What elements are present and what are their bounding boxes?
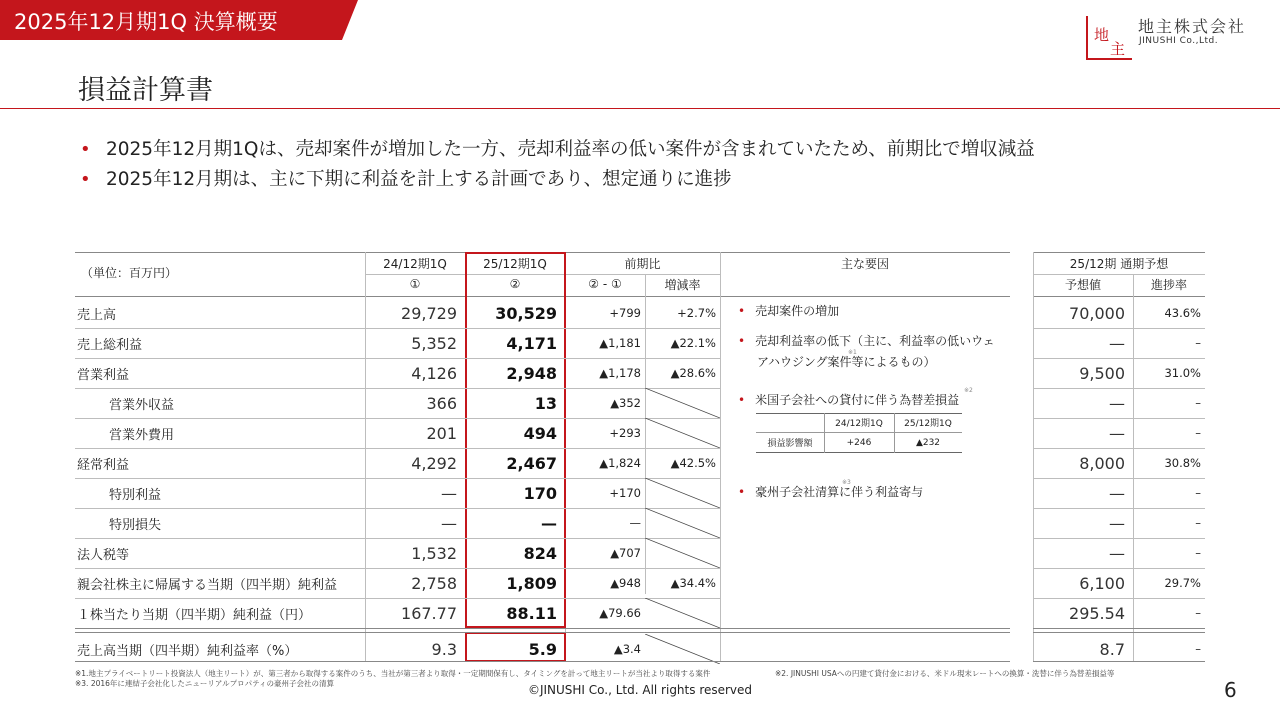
- row-label: 特別損失: [109, 517, 162, 533]
- header-prev-no: ①: [409, 277, 421, 291]
- logo-sub: JINUSHI Co.,Ltd.: [1139, 36, 1219, 46]
- bullet-dot: •: [80, 169, 91, 190]
- prev-value: 29,729: [401, 303, 457, 323]
- forecast-header-bottom-rule: [1033, 296, 1205, 297]
- factor-dot: •: [738, 304, 746, 318]
- section-header-band: [0, 0, 358, 40]
- fx-row-label: 損益影響額: [767, 439, 813, 449]
- summary-bullets: [80, 135, 1035, 195]
- yoy-rate: ▲42.5%: [670, 456, 716, 470]
- forecast-progress: –: [1195, 606, 1201, 620]
- factor-4-note: ※3: [842, 479, 851, 486]
- forecast-progress: –: [1195, 396, 1201, 410]
- forecast-progress: 31.0%: [1164, 366, 1201, 380]
- prev-value: 2,758: [411, 573, 457, 593]
- section-title: 2025年12月期1Q 決算概要: [14, 10, 278, 34]
- bullet-text: 2025年12月期1Qは、売却案件が増加した一方、売却利益率の低い案件が含まれていたため、前期比で増収減益: [106, 139, 1035, 160]
- fx-head-prev: 24/12期1Q: [835, 419, 883, 429]
- factor-1: [738, 300, 839, 322]
- forecast-top-rule: [1033, 252, 1205, 253]
- curr-value: 494: [523, 423, 557, 443]
- header-forecast-value: 予想値: [1064, 277, 1101, 292]
- header-curr-period: 25/12期1Q: [483, 256, 547, 271]
- forecast-value: 8.7: [1099, 639, 1125, 659]
- factor-text: 売却利益率の低下（主に、利益率の低いウェ: [755, 334, 995, 348]
- yoy-diff: +170: [609, 486, 641, 500]
- row-label: 親会社株主に帰属する当期（四半期）純利益: [77, 577, 338, 593]
- rate-na-diagonal: [645, 418, 720, 448]
- table-bottom-rule: [1033, 661, 1205, 662]
- yoy-diff: ▲707: [610, 546, 641, 560]
- curr-value: 824: [523, 543, 557, 563]
- forecast-value: 6,100: [1079, 573, 1125, 593]
- forecast-progress: 29.7%: [1164, 576, 1201, 590]
- rate-na-diagonal: [645, 508, 720, 538]
- yoy-rate: +2.7%: [677, 306, 716, 320]
- header-prev-period: 24/12期1Q: [383, 256, 447, 271]
- row-label: 売上高: [77, 307, 117, 323]
- section-rule: [75, 628, 1010, 629]
- title-rule: [0, 108, 1280, 109]
- header-forecast: 25/12期 通期予想: [1069, 256, 1169, 271]
- forecast-mid-rule: [1033, 274, 1205, 275]
- row-label: 売上総利益: [77, 337, 143, 353]
- prev-value: —: [441, 483, 457, 503]
- forecast-progress: 43.6%: [1164, 306, 1201, 320]
- rate-na-diagonal: [645, 478, 720, 508]
- forecast-value: —: [1109, 543, 1125, 563]
- forecast-value: 295.54: [1069, 603, 1125, 623]
- section-rule: [1033, 628, 1205, 629]
- prev-value: 366: [426, 393, 457, 413]
- yoy-diff: ▲1,181: [599, 336, 641, 350]
- bullet-text: 2025年12月期は、主に下期に利益を計上する計画であり、想定通りに進捗: [106, 169, 732, 190]
- row-label: 営業外費用: [109, 427, 175, 443]
- forecast-value: —: [1109, 423, 1125, 443]
- yoy-diff: ▲3.4: [613, 642, 641, 656]
- forecast-progress: –: [1195, 486, 1201, 500]
- curr-value: 5.9: [528, 639, 557, 659]
- forecast-value: 8,000: [1079, 453, 1125, 473]
- fx-head-curr: 25/12期1Q: [904, 419, 952, 429]
- factor-2: [738, 330, 995, 352]
- footnote-2: ※2. JINUSHI USAへの円建て貸付金における、米ドル現末レートへの換算・洗替に伴う為替差損益等: [775, 669, 1115, 678]
- yoy-diff: ▲1,178: [599, 366, 641, 380]
- rate-na-diagonal: [645, 598, 720, 628]
- forecast-value: 9,500: [1079, 363, 1125, 383]
- yoy-diff: ▲1,824: [599, 456, 641, 470]
- curr-value: 88.11: [506, 603, 557, 623]
- factor-2-cont: アハウジング案件等によるもの）: [757, 355, 936, 369]
- forecast-progress: –: [1195, 516, 1201, 530]
- prev-value: —: [441, 513, 457, 533]
- table-bottom-rule: [75, 661, 1010, 662]
- row-label: 売上高当期（四半期）純利益率（%）: [77, 643, 298, 659]
- forecast-progress: –: [1195, 336, 1201, 350]
- row-label: １株当たり当期（四半期）純利益（円）: [77, 607, 312, 623]
- yoy-rate: ▲34.4%: [670, 576, 716, 590]
- yoy-diff: +799: [609, 306, 641, 320]
- forecast-progress: –: [1195, 546, 1201, 560]
- logo-name: 地主株式会社: [1138, 17, 1247, 36]
- factor-text: 米国子会社への貸付に伴う為替差損益: [755, 393, 960, 407]
- row-label: 特別利益: [109, 487, 162, 503]
- fx-impact-table: [756, 413, 962, 453]
- factor-dot: •: [738, 485, 746, 499]
- prev-value: 167.77: [401, 603, 457, 623]
- row-label: 営業外収益: [109, 397, 175, 413]
- fx-val-curr: ▲232: [915, 437, 941, 448]
- curr-value: 170: [523, 483, 557, 503]
- header-yoy: 前期比: [624, 256, 661, 271]
- factor-3-note: ※2: [964, 387, 973, 394]
- curr-value: 4,171: [506, 333, 557, 353]
- copyright: ©JINUSHI Co., Ltd. All rights reserved: [527, 683, 753, 697]
- row-label: 営業利益: [77, 367, 130, 383]
- factor-4: [738, 481, 923, 503]
- yoy-diff: ▲948: [610, 576, 641, 590]
- header-forecast-progress: 進捗率: [1150, 277, 1187, 292]
- col-divider: [720, 252, 721, 662]
- forecast-progress: –: [1195, 642, 1201, 656]
- yoy-diff: +293: [609, 426, 641, 440]
- header-yoy-rate: 増減率: [664, 277, 701, 292]
- footnote-1: ※1.地主プライベートリート投資法人（地主リート）が、第三者から取得する案件のうち、当社が第三者より取得・一定期間保有し、タイミングを計って地主リートが当社より取得する案件: [75, 669, 711, 678]
- summary-bullet: [80, 165, 1035, 195]
- logo-mark-top: 地: [1094, 26, 1110, 44]
- curr-value: 2,467: [506, 453, 557, 473]
- logo-mark: [1086, 16, 1132, 60]
- forecast-value: —: [1109, 513, 1125, 533]
- curr-value: 13: [534, 393, 557, 413]
- prev-value: 4,126: [411, 363, 457, 383]
- factor-dot: •: [738, 393, 746, 407]
- section-rule: [1033, 632, 1205, 633]
- summary-bullet: [80, 135, 1035, 165]
- rate-na-diagonal: [645, 388, 720, 418]
- yoy-diff: ▲352: [610, 396, 641, 410]
- header-factors: 主な要因: [840, 256, 889, 271]
- factor-2-note: ※1: [848, 349, 857, 356]
- prev-value: 201: [426, 423, 457, 443]
- header-yoy-diff: ② - ①: [588, 277, 622, 291]
- company-logo: [1086, 10, 1276, 60]
- fx-val-prev: +246: [846, 437, 872, 448]
- yoy-rate: ▲22.1%: [670, 336, 716, 350]
- curr-value: 1,809: [506, 573, 557, 593]
- page-title: 損益計算書: [78, 75, 213, 106]
- curr-value: 30,529: [495, 303, 557, 323]
- logo-mark-bottom: 主: [1110, 40, 1126, 58]
- rate-na-diagonal: [645, 634, 720, 664]
- yoy-diff: —: [629, 516, 641, 530]
- row-label: 経常利益: [77, 457, 130, 473]
- forecast-progress: –: [1195, 426, 1201, 440]
- prev-value: 4,292: [411, 453, 457, 473]
- factor-text: 豪州子会社清算に伴う利益寄与: [755, 485, 924, 499]
- forecast-progress: 30.8%: [1164, 456, 1201, 470]
- yoy-diff: ▲79.66: [599, 606, 641, 620]
- prev-value: 5,352: [411, 333, 457, 353]
- page-number: 6: [1224, 678, 1237, 702]
- forecast-value: —: [1109, 483, 1125, 503]
- unit-label: （単位：百万円）: [81, 265, 178, 280]
- curr-value: —: [541, 513, 557, 533]
- rate-na-diagonal: [645, 538, 720, 568]
- forecast-value: 70,000: [1069, 303, 1125, 323]
- factor-3: [738, 389, 959, 411]
- fx-bottom-rule: [756, 452, 962, 453]
- forecast-value: —: [1109, 393, 1125, 413]
- footnote-3: ※3. 2016年に連結子会社化したニューリアルプロパティの豪州子会社の清算: [75, 679, 335, 688]
- prev-value: 9.3: [431, 639, 457, 659]
- yoy-rate: ▲28.6%: [670, 366, 716, 380]
- row-label: 法人税等: [77, 547, 130, 563]
- income-statement-table: [75, 252, 1205, 662]
- prev-value: 1,532: [411, 543, 457, 563]
- bullet-dot: •: [80, 139, 91, 160]
- factor-text: 売却案件の増加: [755, 304, 840, 318]
- curr-value: 2,948: [506, 363, 557, 383]
- factor-dot: •: [738, 334, 746, 348]
- section-rule: [75, 632, 1010, 633]
- forecast-value: —: [1109, 333, 1125, 353]
- header-curr-no: ②: [509, 277, 521, 291]
